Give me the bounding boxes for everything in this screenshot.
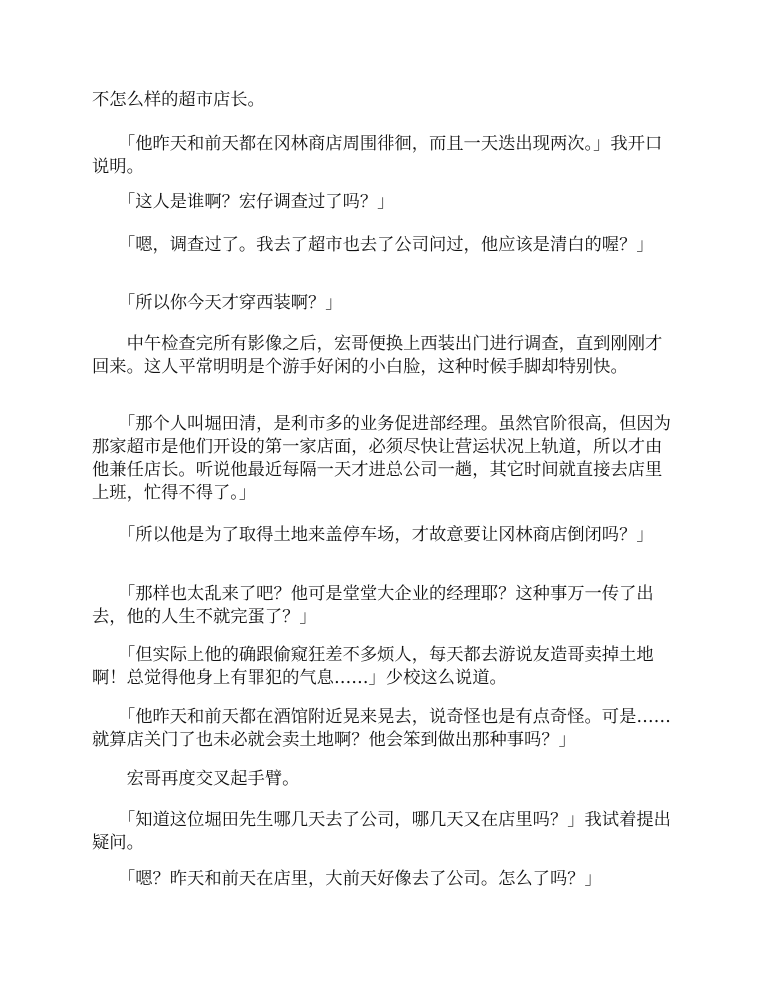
paragraph-10: 「但实际上他的确跟偷窥狂差不多烦人，每天都去游说友造哥卖掉土地啊！总觉得他身上有罪犯的气息……」少校这么说道。 — [92, 645, 654, 688]
paragraph-2: 「他昨天和前天都在冈林商店周围徘徊，而且一天迭出现两次。」我开口说明。 — [92, 134, 663, 177]
paragraph-5: 「所以你今天才穿西装啊？」 — [92, 293, 343, 313]
paragraph-14: 「嗯？昨天和前天在店里，大前天好像去了公司。怎么了吗？」 — [92, 869, 602, 889]
paragraph-1: 不怎么样的超市店长。 — [92, 90, 265, 110]
paragraph-4: 「嗯，调查过了。我去了超市也去了公司问过，他应该是清白的喔？」 — [92, 235, 654, 255]
paragraph-7: 「那个人叫堀田清，是利市多的业务促进部经理。虽然官阶很高，但因为那家超市是他们开设的第一家店面，必须尽快让营运状况上轨道，所以才由他兼任店长。听说他最近每隔一天才进总公司一趟，其它时间就直接去店里上班，忙得不得了。」 — [92, 414, 671, 503]
paragraph-9: 「那样也太乱来了吧？他可是堂堂大企业的经理耶？这种事万一传了出去，他的人生不就完蛋了？」 — [92, 584, 654, 627]
paragraph-6: 中午检查完所有影像之后，宏哥便换上西装出门进行调查，直到刚刚才回来。这人平常明明是个游手好闲的小白脸，这种时候手脚却特别快。 — [92, 334, 663, 377]
paragraph-3: 「这人是谁啊？宏仔调查过了吗？」 — [92, 192, 395, 212]
paragraph-12: 宏哥再度交叉起手臂。 — [92, 769, 300, 789]
paragraph-13: 「知道这位堀田先生哪几天去了公司，哪几天又在店里吗？」我试着提出疑问。 — [92, 810, 671, 853]
paragraph-11: 「他昨天和前天都在酒馆附近晃来晃去，说奇怪也是有点奇怪。可是……就算店关门了也未必就会卖土地啊？他会笨到做出那种事吗？」 — [92, 707, 671, 750]
paragraph-8: 「所以他是为了取得土地来盖停车场，才故意要让冈林商店倒闭吗？」 — [92, 525, 654, 545]
